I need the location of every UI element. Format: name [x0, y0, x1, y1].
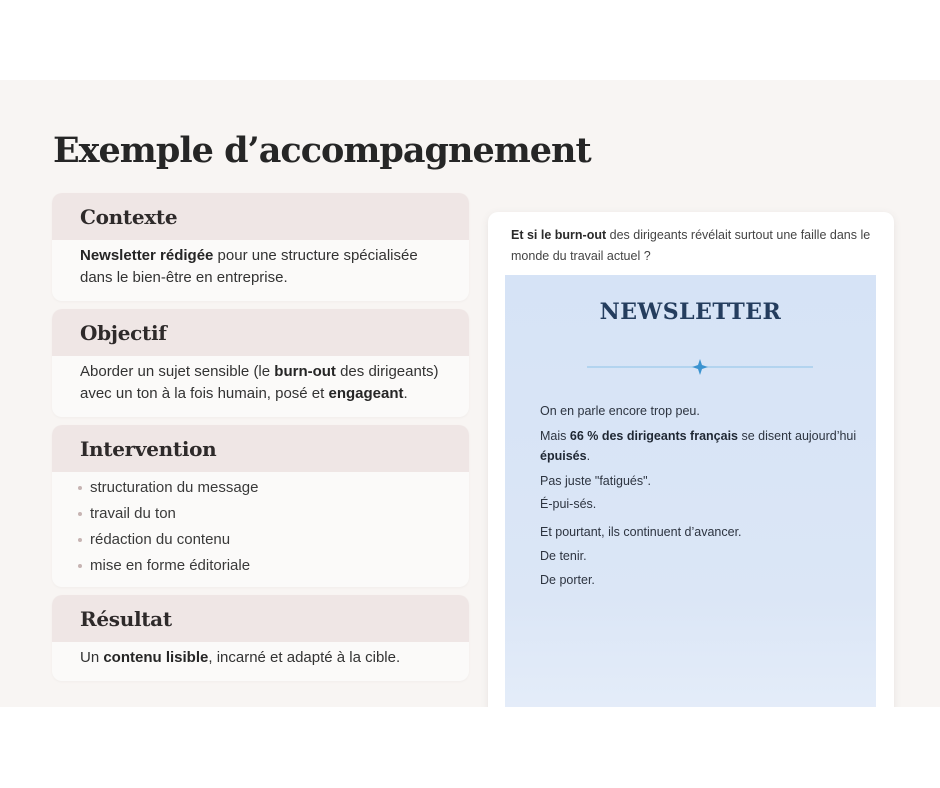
card-heading: Objectif: [80, 320, 167, 345]
emphasis-text: engageant: [328, 385, 404, 402]
newsletter-line: É-pui-sés.: [540, 497, 597, 511]
hook-bold: Et si le burn-out: [511, 228, 607, 242]
list-item: rédaction du contenu: [78, 527, 441, 553]
newsletter-hook: [511, 225, 876, 267]
body-text: .: [403, 385, 408, 402]
intervention-list: [78, 475, 441, 579]
card-body: [52, 472, 469, 587]
sparkle-divider-icon: [587, 359, 813, 375]
newsletter-panel: [505, 275, 876, 707]
card-resultat: [52, 595, 469, 681]
newsletter-line: Pas juste "fatigués".: [540, 474, 652, 488]
newsletter-line: On en parle encore trop peu.: [540, 404, 700, 418]
card-heading: Intervention: [80, 436, 217, 461]
emphasis-text: Newsletter rédigée: [80, 247, 214, 264]
card-header: [52, 425, 469, 472]
card-intervention: [52, 425, 469, 587]
card-heading: Contexte: [80, 204, 178, 229]
card-header: [52, 193, 469, 240]
body-text: se disent aujourd’hui: [738, 429, 857, 443]
body-text: .: [586, 449, 591, 463]
newsletter-line: De porter.: [540, 573, 595, 587]
body-text: , incarné et adapté à la cible.: [208, 649, 401, 666]
newsletter-line: De tenir.: [540, 549, 587, 563]
card-header: [52, 595, 469, 642]
hook-text: des dirigeants révélait surtout une faille dans le monde du travail actuel ?: [511, 228, 871, 263]
newsletter-title: NEWSLETTER: [599, 299, 782, 325]
list-item: travail du ton: [78, 501, 441, 527]
card-contexte: [52, 193, 469, 301]
body-text: Mais: [540, 429, 570, 443]
newsletter-line: Et pourtant, ils continuent d’avancer.: [540, 525, 742, 539]
emphasis-text: épuisés: [540, 449, 587, 463]
card-body: [52, 240, 469, 301]
card-body: [52, 642, 469, 681]
emphasis-text: burn-out: [274, 363, 336, 380]
list-item: mise en forme éditoriale: [78, 553, 441, 579]
card-heading: Résultat: [80, 606, 172, 631]
slide: [0, 80, 940, 707]
card-objectif: [52, 309, 469, 417]
newsletter-preview-card: [488, 212, 894, 707]
left-column: [52, 193, 469, 689]
body-text: des dirigeants) avec un ton à la fois humain, posé et: [80, 363, 439, 402]
body-text: Aborder un sujet sensible (le: [80, 363, 275, 380]
body-text: pour une structure spécialisée dans le bien-être en entreprise.: [80, 247, 418, 286]
newsletter-line: [540, 426, 860, 466]
newsletter-body: [540, 401, 860, 590]
emphasis-text: 66 % des dirigeants français: [569, 429, 739, 443]
emphasis-text: contenu lisible: [103, 649, 209, 666]
card-body: [52, 356, 469, 417]
page-title: Exemple d’accompagnement: [53, 130, 591, 171]
card-header: [52, 309, 469, 356]
body-text: Un: [80, 649, 104, 666]
list-item: structuration du message: [78, 475, 441, 501]
